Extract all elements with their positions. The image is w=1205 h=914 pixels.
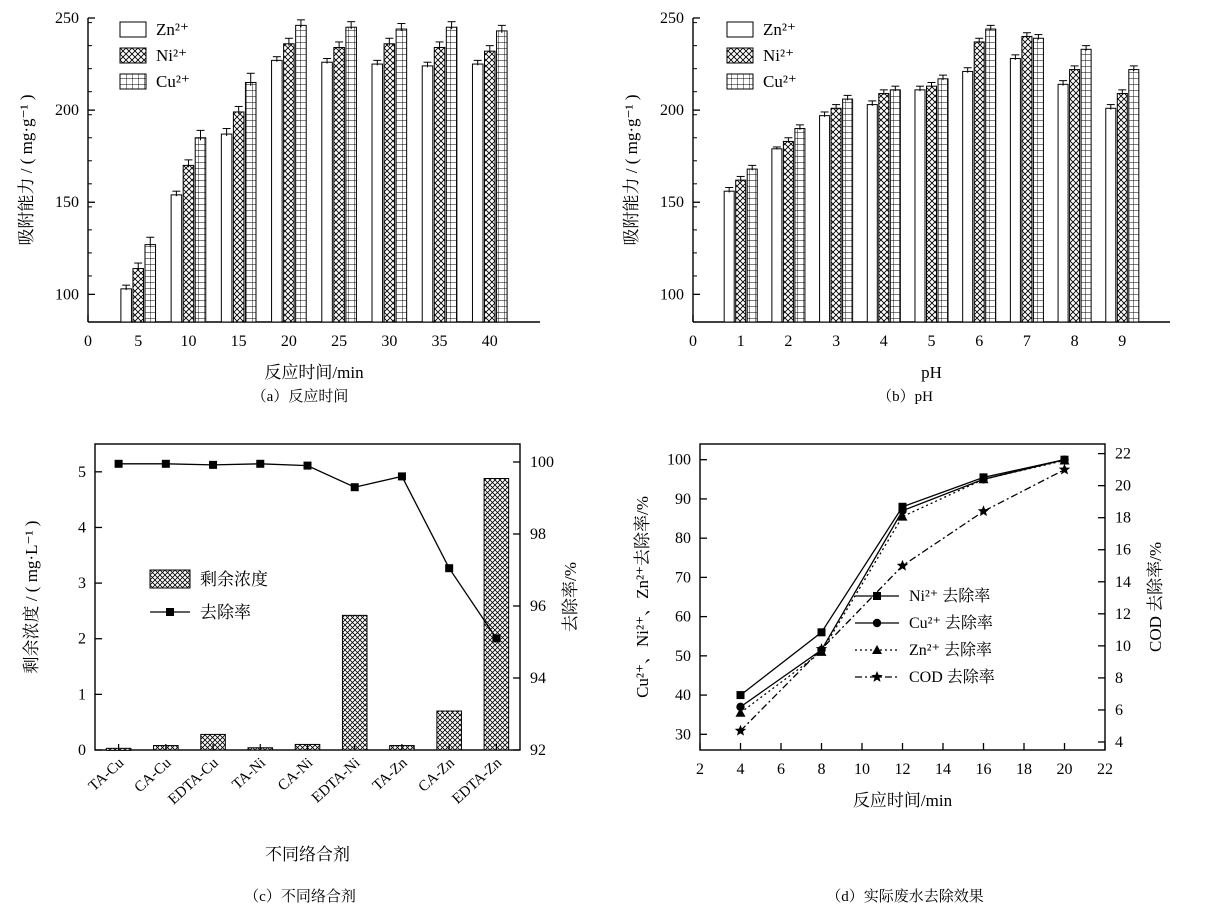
panel-a-caption: （a）反应时间	[251, 389, 349, 405]
bar-Ni²⁺-20	[284, 44, 295, 322]
bar-Zn²⁺-5	[915, 90, 925, 322]
bar-Cu²⁺-8	[1081, 49, 1091, 322]
bar-Ni²⁺-6	[974, 42, 984, 322]
bar-Ni²⁺-35	[434, 47, 445, 322]
legend-marker-rate	[166, 608, 174, 616]
legend-swatch-1	[120, 48, 146, 63]
svg-text:剩余浓度 / ( mg·L⁻¹ ): 剩余浓度 / ( mg·L⁻¹ )	[22, 520, 41, 674]
svg-text:16: 16	[1115, 541, 1131, 559]
bar-Cu²⁺-1	[747, 169, 757, 322]
bar-Zn²⁺-25	[322, 62, 333, 322]
svg-text:30: 30	[675, 726, 691, 744]
svg-text:35: 35	[431, 333, 448, 350]
bar-Zn²⁺-6	[963, 71, 973, 322]
svg-text:8: 8	[817, 761, 826, 778]
bar-Cu²⁺-10	[195, 138, 206, 322]
svg-text:250: 250	[660, 10, 684, 27]
svg-text:5: 5	[78, 463, 86, 481]
svg-text:18: 18	[1115, 509, 1131, 527]
svg-text:去除率/%: 去除率/%	[561, 562, 580, 632]
bar-Ni²⁺-25	[334, 47, 345, 322]
bar-Ni²⁺-15	[233, 112, 244, 322]
svg-text:5: 5	[134, 333, 143, 350]
bar-Ni²⁺-30	[384, 44, 395, 322]
bar-Ni²⁺-1	[736, 180, 746, 322]
svg-text:92: 92	[530, 742, 546, 759]
svg-text:200: 200	[55, 102, 79, 120]
svg-text:EDTA-Cu: EDTA-Cu	[165, 755, 222, 808]
svg-text:Cu²⁺ 去除率: Cu²⁺ 去除率	[909, 615, 993, 632]
removal-rate-marker	[492, 634, 500, 642]
panel-c-complexing-agents	[0, 420, 600, 914]
svg-text:80: 80	[675, 530, 691, 548]
bar-Cu²⁺-9	[1129, 70, 1139, 322]
svg-text:12: 12	[1115, 605, 1131, 623]
svg-text:60: 60	[675, 608, 691, 626]
legend-marker-0	[873, 592, 881, 600]
panel-c-caption: （c）不同络合剂	[244, 889, 356, 905]
legend-swatch-residual	[150, 570, 190, 588]
svg-text:2: 2	[696, 761, 704, 778]
bar-Zn²⁺-10	[171, 195, 182, 322]
svg-text:TA-Zn: TA-Zn	[369, 755, 411, 795]
panel-a-reaction-time	[0, 0, 600, 420]
svg-text:20: 20	[1056, 761, 1073, 778]
svg-text:0: 0	[689, 333, 697, 350]
svg-text:98: 98	[530, 526, 546, 543]
svg-text:去除率: 去除率	[200, 603, 251, 622]
bar-Zn²⁺-3	[820, 116, 830, 322]
svg-text:90: 90	[675, 490, 691, 508]
removal-rate-marker	[115, 460, 123, 468]
bar-Zn²⁺-9	[1106, 108, 1116, 322]
bar-Ni²⁺-40	[485, 51, 496, 322]
svg-text:150: 150	[55, 194, 79, 212]
bar-residual-EDTA-Ni	[342, 615, 367, 750]
bar-Cu²⁺-35	[446, 27, 457, 322]
removal-rate-marker	[445, 564, 453, 572]
svg-text:9: 9	[1118, 333, 1127, 350]
svg-text:16: 16	[975, 761, 992, 778]
svg-text:20: 20	[280, 333, 297, 350]
series-line-2	[741, 460, 1065, 712]
svg-text:COD 去除率/%: COD 去除率/%	[1146, 541, 1165, 653]
bar-Zn²⁺-5	[121, 289, 132, 322]
svg-text:100: 100	[55, 286, 79, 304]
svg-text:6: 6	[777, 761, 785, 778]
svg-text:TA-Ni: TA-Ni	[229, 755, 269, 793]
bar-Zn²⁺-20	[272, 60, 283, 322]
bar-Ni²⁺-3	[831, 108, 841, 322]
legend-swatch-1	[727, 48, 753, 63]
bar-Cu²⁺-7	[1033, 38, 1043, 322]
svg-text:1: 1	[78, 686, 86, 704]
svg-text:14: 14	[1115, 573, 1131, 591]
bar-Cu²⁺-5	[145, 245, 156, 322]
svg-text:pH: pH	[921, 363, 942, 382]
removal-rate-marker	[256, 460, 264, 468]
svg-text:10: 10	[1115, 637, 1131, 655]
svg-text:4: 4	[78, 519, 86, 537]
bar-Cu²⁺-5	[938, 79, 948, 322]
svg-text:5: 5	[927, 333, 936, 350]
svg-text:Cu²⁺、Ni²⁺、Zn²⁺去除率/%: Cu²⁺、Ni²⁺、Zn²⁺去除率/%	[633, 496, 652, 698]
bar-Zn²⁺-4	[867, 105, 877, 322]
panel-b-caption: （b）pH	[877, 389, 933, 405]
legend-swatch-2	[727, 74, 753, 89]
svg-text:Zn²⁺: Zn²⁺	[156, 20, 189, 39]
svg-text:250: 250	[55, 10, 79, 27]
panel-b-svg	[605, 0, 1205, 420]
svg-text:4: 4	[1115, 733, 1123, 751]
svg-text:94: 94	[530, 670, 546, 687]
svg-text:0: 0	[84, 333, 92, 350]
svg-text:EDTA-Ni: EDTA-Ni	[308, 755, 364, 807]
svg-text:7: 7	[1022, 333, 1031, 350]
bar-Zn²⁺-40	[472, 64, 483, 322]
svg-text:Cu²⁺: Cu²⁺	[763, 72, 797, 91]
legend-marker-3	[871, 671, 882, 682]
svg-text:4: 4	[879, 333, 888, 350]
bar-residual-EDTA-Zn	[484, 478, 509, 750]
svg-text:150: 150	[660, 194, 684, 212]
svg-text:100: 100	[667, 451, 691, 469]
marker-square	[818, 628, 826, 636]
removal-rate-marker	[351, 483, 359, 491]
svg-text:Zn²⁺: Zn²⁺	[763, 20, 796, 39]
bar-Cu²⁺-30	[396, 29, 407, 322]
removal-rate-marker	[209, 461, 217, 469]
bar-Cu²⁺-4	[890, 90, 900, 322]
svg-text:吸附能力 / ( mg·g⁻¹ ): 吸附能力 / ( mg·g⁻¹ )	[622, 94, 641, 246]
bar-Zn²⁺-30	[372, 64, 383, 322]
bar-Zn²⁺-8	[1058, 84, 1068, 322]
series-line-1	[741, 460, 1065, 707]
panel-d-svg	[605, 420, 1205, 914]
bar-Cu²⁺-25	[346, 27, 357, 322]
svg-text:剩余浓度: 剩余浓度	[200, 570, 268, 589]
bar-Cu²⁺-2	[795, 129, 805, 322]
removal-rate-marker	[398, 472, 406, 480]
svg-text:30: 30	[381, 333, 398, 350]
bar-Ni²⁺-10	[183, 165, 194, 322]
svg-text:20: 20	[1115, 477, 1131, 495]
removal-rate-marker	[162, 460, 170, 468]
removal-rate-marker	[304, 462, 312, 470]
svg-text:8: 8	[1070, 333, 1079, 350]
marker-star	[978, 505, 989, 516]
svg-text:4: 4	[736, 761, 745, 778]
bar-Ni²⁺-7	[1022, 36, 1032, 322]
svg-text:2: 2	[78, 630, 86, 648]
svg-text:100: 100	[660, 286, 684, 304]
bar-Ni²⁺-5	[926, 86, 936, 322]
svg-text:反应时间/min: 反应时间/min	[264, 363, 364, 382]
svg-text:40: 40	[481, 333, 498, 350]
svg-text:Ni²⁺: Ni²⁺	[763, 46, 795, 65]
bar-Ni²⁺-2	[783, 141, 793, 322]
svg-text:18: 18	[1016, 761, 1032, 778]
legend-swatch-2	[120, 74, 146, 89]
svg-text:70: 70	[675, 569, 691, 587]
legend-marker-1	[873, 619, 881, 627]
marker-star	[1059, 464, 1070, 475]
bar-Ni²⁺-8	[1070, 70, 1080, 322]
svg-text:96: 96	[530, 598, 546, 615]
svg-text:EDTA-Zn: EDTA-Zn	[449, 755, 506, 808]
svg-text:50: 50	[675, 647, 691, 665]
svg-text:10: 10	[180, 333, 197, 350]
svg-text:200: 200	[660, 102, 684, 120]
svg-text:3: 3	[832, 333, 841, 350]
svg-text:Zn²⁺ 去除率: Zn²⁺ 去除率	[909, 642, 993, 659]
svg-text:COD 去除率: COD 去除率	[909, 669, 995, 686]
svg-text:3: 3	[78, 575, 86, 593]
svg-text:吸附能力 / ( mg·g⁻¹ ): 吸附能力 / ( mg·g⁻¹ )	[17, 94, 36, 246]
panel-c-svg	[0, 420, 600, 914]
panel-d-wastewater-removal	[605, 420, 1205, 914]
bar-Ni²⁺-5	[133, 269, 144, 322]
svg-text:22: 22	[1115, 445, 1131, 463]
panel-d-caption: （d）实际废水去除效果	[826, 889, 984, 905]
svg-text:Ni²⁺ 去除率: Ni²⁺ 去除率	[909, 588, 991, 605]
bar-Cu²⁺-6	[986, 29, 996, 322]
svg-text:反应时间/min: 反应时间/min	[852, 791, 953, 810]
svg-text:Cu²⁺: Cu²⁺	[156, 72, 190, 91]
svg-text:14: 14	[935, 761, 951, 778]
svg-text:100: 100	[530, 454, 554, 471]
marker-square	[737, 691, 745, 699]
svg-text:TA-Cu: TA-Cu	[85, 755, 128, 795]
bar-Cu²⁺-20	[296, 25, 307, 322]
svg-text:6: 6	[975, 333, 984, 350]
bar-Ni²⁺-4	[879, 94, 889, 322]
bar-Ni²⁺-9	[1117, 94, 1127, 322]
svg-text:不同络合剂: 不同络合剂	[265, 845, 350, 864]
bar-Zn²⁺-15	[221, 134, 232, 322]
bar-Zn²⁺-1	[724, 191, 734, 322]
bar-Cu²⁺-15	[245, 82, 256, 322]
svg-text:40: 40	[675, 687, 691, 705]
svg-text:CA-Zn: CA-Zn	[415, 755, 458, 796]
svg-text:1: 1	[736, 333, 745, 350]
svg-text:2: 2	[784, 333, 793, 350]
svg-text:8: 8	[1115, 669, 1123, 687]
panel-a-svg	[0, 0, 600, 420]
svg-text:10: 10	[854, 761, 870, 778]
svg-text:CA-Cu: CA-Cu	[131, 755, 175, 796]
bar-Zn²⁺-2	[772, 149, 782, 322]
bar-Zn²⁺-35	[422, 66, 433, 322]
svg-text:Ni²⁺: Ni²⁺	[156, 46, 188, 65]
bar-Zn²⁺-7	[1010, 59, 1020, 322]
legend-swatch-0	[120, 22, 146, 37]
svg-text:25: 25	[331, 333, 348, 350]
bar-Cu²⁺-40	[497, 31, 508, 322]
svg-text:12: 12	[894, 761, 911, 778]
bar-Cu²⁺-3	[843, 99, 853, 322]
svg-text:0: 0	[78, 742, 86, 759]
svg-text:22: 22	[1097, 761, 1113, 778]
svg-text:15: 15	[230, 333, 247, 350]
legend-swatch-0	[727, 22, 753, 37]
panel-b-ph	[605, 0, 1205, 420]
svg-text:6: 6	[1115, 701, 1123, 719]
svg-text:CA-Ni: CA-Ni	[275, 755, 317, 795]
